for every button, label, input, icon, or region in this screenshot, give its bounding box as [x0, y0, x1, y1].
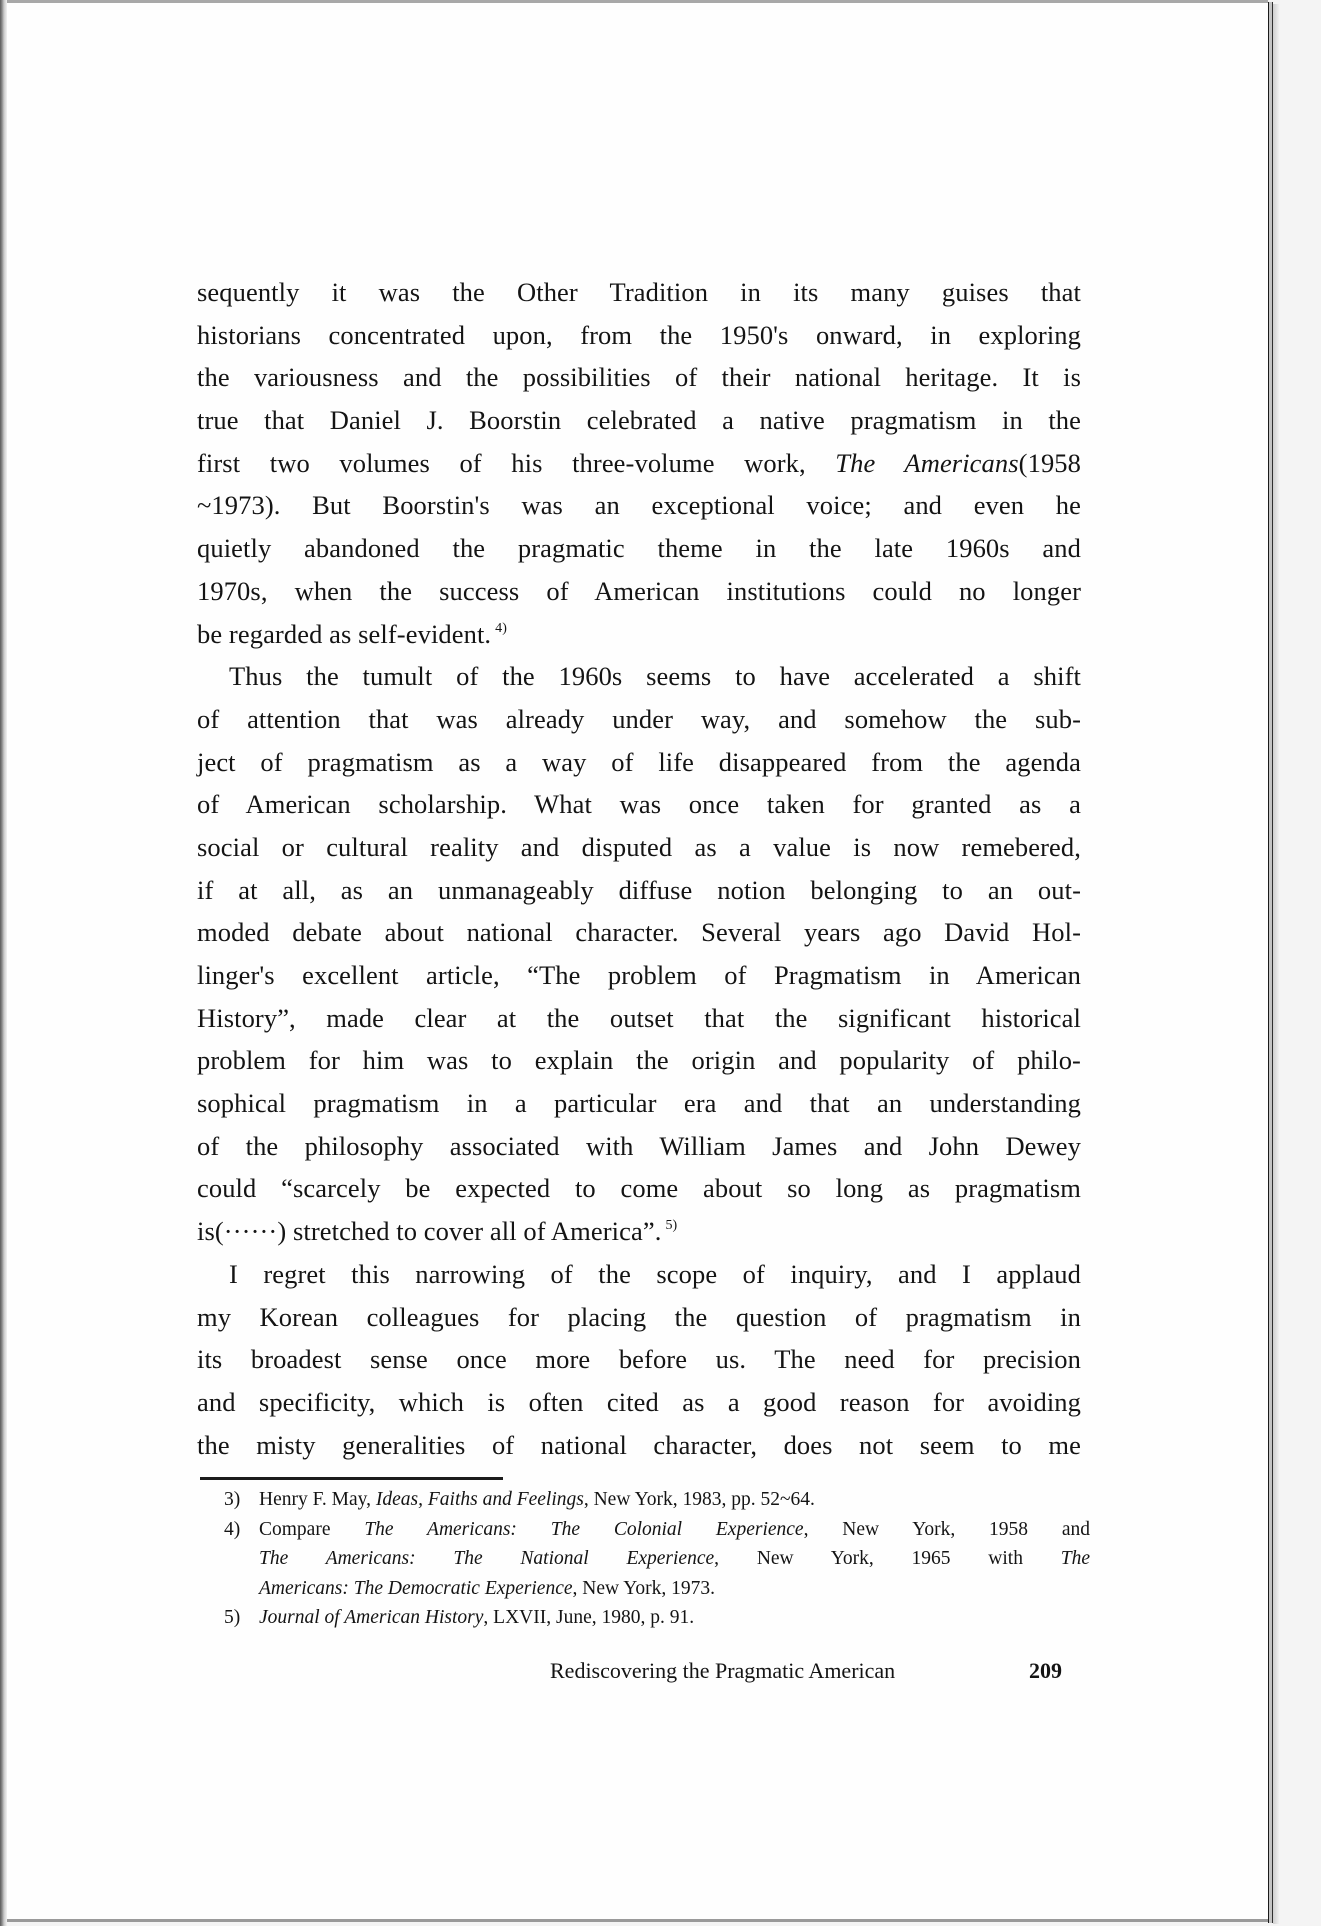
- text-run: Compare: [259, 1518, 365, 1540]
- text-run: , New York, 1973.: [572, 1577, 715, 1599]
- text-line: [197, 613, 1081, 656]
- text-line: [197, 1424, 1081, 1467]
- text-line: [197, 1210, 1081, 1253]
- paragraph: [197, 1253, 1081, 1466]
- text-line: [197, 698, 1081, 741]
- footnote-line: [224, 1485, 1090, 1515]
- page-number: 209: [1029, 1658, 1062, 1683]
- footnote-reference[interactable]: 4): [495, 620, 508, 636]
- italic-title: The Americans: The National Experience: [259, 1548, 715, 1569]
- text-line: [197, 741, 1081, 784]
- text-line: [197, 527, 1081, 570]
- text-line: [197, 314, 1081, 357]
- text-run: of attention that was already under way, and somehow the sub-: [197, 703, 1081, 734]
- text-line: [197, 1338, 1081, 1381]
- footnote-number: 5): [224, 1607, 241, 1628]
- text-run: I regret this narrowing of the scope of inquiry, and I applaud: [229, 1258, 1081, 1289]
- text-run: problem for him was to explain the origin and popularity of philo-: [197, 1045, 1081, 1076]
- text-run: the misty generalities of national character, does not seem to me: [197, 1429, 1081, 1460]
- text-line: [197, 399, 1081, 442]
- text-line: [197, 655, 1081, 698]
- page-left-edge: [0, 0, 7, 1926]
- footnote-line: [224, 1515, 1090, 1545]
- italic-title: Journal of American History: [259, 1607, 484, 1628]
- text-run: , New York, 1965 with: [714, 1548, 1061, 1569]
- text-run: historians concentrated upon, from the 1950's onward, in exploring: [197, 319, 1081, 350]
- text-line: [197, 1167, 1081, 1210]
- text-line: [197, 1039, 1081, 1082]
- text-run: true that Daniel J. Boorstin celebrated a native pragmatism in the: [197, 405, 1081, 436]
- text-run: if at all, as an unmanageably diffuse notion belonging to an out-: [197, 874, 1081, 905]
- text-run: 1970s, when the success of American institutions could no longer: [197, 575, 1081, 606]
- italic-title: The Americans: [835, 447, 1019, 478]
- footnote-line: [224, 1544, 1090, 1574]
- italic-title: Ideas, Faiths and Feelings: [375, 1489, 584, 1510]
- text-run: and specificity, which is often cited as a good reason for avoiding: [197, 1386, 1081, 1417]
- text-line: [197, 1253, 1081, 1296]
- text-run: is(······) stretched to cover all of America”.: [197, 1216, 662, 1247]
- text-run: of American scholarship. What was once taken for granted as a: [197, 789, 1081, 820]
- text-run: could “scarcely be expected to come about so long as pragmatism: [197, 1173, 1081, 1204]
- text-line: [197, 954, 1081, 997]
- footnote: [224, 1515, 1090, 1604]
- text-run: Henry F. May,: [259, 1489, 376, 1510]
- footnote: [224, 1485, 1090, 1515]
- footnote-line: [224, 1574, 1090, 1604]
- running-title: Rediscovering the Pragmatic American: [550, 1658, 896, 1683]
- text-run: linger's excellent article, “The problem of Pragmatism in American: [197, 960, 1081, 990]
- text-line: [197, 1082, 1081, 1125]
- text-line: [197, 570, 1081, 613]
- text-line: [197, 484, 1081, 527]
- footnote-separator: [200, 1477, 503, 1480]
- text-line: [197, 1296, 1081, 1339]
- text-line: [197, 911, 1081, 954]
- text-run: Thus the tumult of the 1960s seems to have accelerated a shift: [229, 661, 1081, 692]
- text-line: [197, 826, 1081, 869]
- italic-title: Americans: The Democratic Experience: [259, 1577, 573, 1599]
- text-line: [197, 271, 1081, 314]
- body-text: [197, 271, 1081, 1466]
- paragraph: [197, 655, 1081, 1253]
- text-line: [197, 1125, 1081, 1168]
- footnote-reference[interactable]: 5): [665, 1218, 678, 1234]
- text-run: , New York, 1983, pp. 52~64.: [583, 1489, 815, 1510]
- running-footer: [550, 1656, 1062, 1686]
- text-run: the variousness and the possibilities of their national heritage. It is: [197, 362, 1081, 393]
- footnote-number: 4): [224, 1518, 241, 1540]
- italic-title: The: [1060, 1548, 1090, 1569]
- text-run: ject of pragmatism as a way of life disappeared from the agenda: [197, 746, 1081, 777]
- footnote-line: [224, 1603, 1090, 1633]
- text-run: social or cultural reality and disputed as a value is now remebered,: [197, 831, 1081, 862]
- text-line: [197, 442, 1081, 485]
- text-run: its broadest sense once more before us. The need for precision: [197, 1344, 1081, 1375]
- page-shadow: [1273, 4, 1279, 1924]
- text-run: quietly abandoned the pragmatic theme in the late 1960s and: [197, 533, 1081, 564]
- text-run: sequently it was the Other Tradition in its many guises that: [197, 277, 1081, 307]
- footnote: [224, 1603, 1090, 1633]
- text-run: (1958: [1018, 447, 1081, 478]
- text-line: [197, 869, 1081, 912]
- text-run: , New York, 1958 and: [803, 1518, 1091, 1540]
- text-line: [197, 997, 1081, 1040]
- paragraph: [197, 271, 1081, 655]
- footnotes: [224, 1485, 1090, 1633]
- text-line: [197, 1381, 1081, 1424]
- text-run: , LXVII, June, 1980, p. 91.: [483, 1607, 695, 1628]
- italic-title: The Americans: The Colonial Experience: [364, 1518, 804, 1540]
- footnote-number: 3): [224, 1489, 241, 1510]
- text-line: [197, 356, 1081, 399]
- text-run: be regarded as self-evident.: [197, 618, 492, 649]
- text-run: moded debate about national character. Several years ago David Hol-: [197, 917, 1081, 948]
- text-run: sophical pragmatism in a particular era and that an understanding: [197, 1088, 1081, 1119]
- text-run: History”, made clear at the outset that the significant historical: [197, 1002, 1081, 1033]
- text-run: ~1973). But Boorstin's was an exceptional voice; and even he: [197, 490, 1081, 521]
- text-line: [197, 783, 1081, 826]
- text-run: first two volumes of his three-volume work,: [197, 447, 836, 478]
- text-run: of the philosophy associated with William James and John Dewey: [197, 1130, 1081, 1161]
- text-run: my Korean colleagues for placing the question of pragmatism in: [197, 1301, 1081, 1332]
